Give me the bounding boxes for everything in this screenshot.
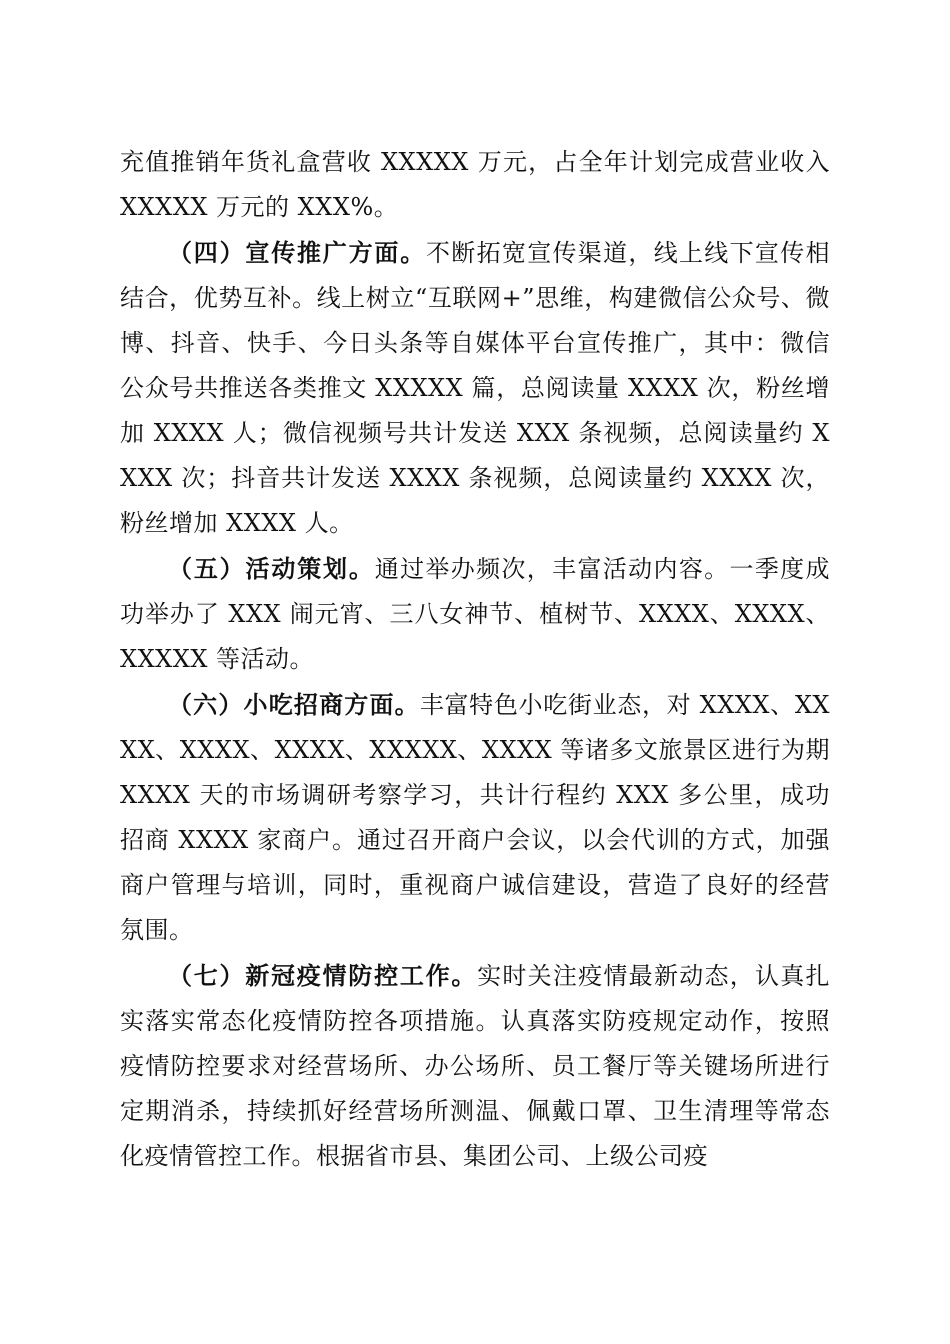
paragraph-text: 不断拓宽宣传渠道，线上线下宣传相结合，优势互补。线上树立“互联网+”思维，构建微信公众号、微博、抖音、快手、今日头条等自媒体平台宣传推广，其中：微信公众号共推送各类推文 XXXXX 篇，总阅读量 XXXX 次，粉丝增加 XXXX 人；微信视频号共计发送 XXX 条视频，总阅读量约 XXXX 次；抖音共计发送 XXXX 条视频，总阅读量约 XXXX 次，粉丝增加 XXXX 人。 <box>120 239 830 537</box>
section-heading-activity-planning: （五）活动策划。 <box>168 554 375 583</box>
paragraph-text: 充值推销年货礼盒营收 XXXXX 万元，占全年计划完成营业收入 XXXXX 万元的 XXX%。 <box>120 148 830 221</box>
paragraph-continuation <box>120 140 830 230</box>
paragraph-text: 实时关注疫情最新动态，认真扎实落实常态化疫情防控各项措施。认真落实防疫规定动作，按照疫情防控要求对经营场所、办公场所、员工餐厅等关键场所进行定期消杀，持续抓好经营场所测温、佩戴口罩、卫生清理等常态化疫情管控工作。根据省市县、集团公司、上级公司疫 <box>120 962 831 1170</box>
section-heading-publicity: （四）宣传推广方面。 <box>168 238 426 267</box>
section-heading-epidemic-control: （七）新冠疫情防控工作。 <box>168 961 478 990</box>
paragraph-snack-recruitment <box>120 682 830 953</box>
paragraph-text: 丰富特色小吃街业态，对 XXXX、XXXX、XXXX、XXXX、XXXXX、XXXX 等诸多文旅景区进行为期 XXXX 天的市场调研考察学习，共计行程约 XXX 多公里，成功招商 XXXX 家商户。通过召开商户会议，以会代训的方式，加强商户管理与培训，同时，重视商户诚信建设，营造了良好的经营氛围。 <box>120 691 830 944</box>
paragraph-activity-planning <box>120 546 830 682</box>
paragraph-publicity <box>120 230 830 546</box>
paragraph-text: 通过举办频次，丰富活动内容。一季度成功举办了 XXX 闹元宵、三八女神节、植树节、XXXX、XXXX、XXXXX 等活动。 <box>120 555 831 673</box>
document-body <box>120 140 830 1179</box>
paragraph-epidemic-control <box>120 953 830 1179</box>
section-heading-snack-recruitment: （六）小吃招商方面。 <box>168 690 420 719</box>
